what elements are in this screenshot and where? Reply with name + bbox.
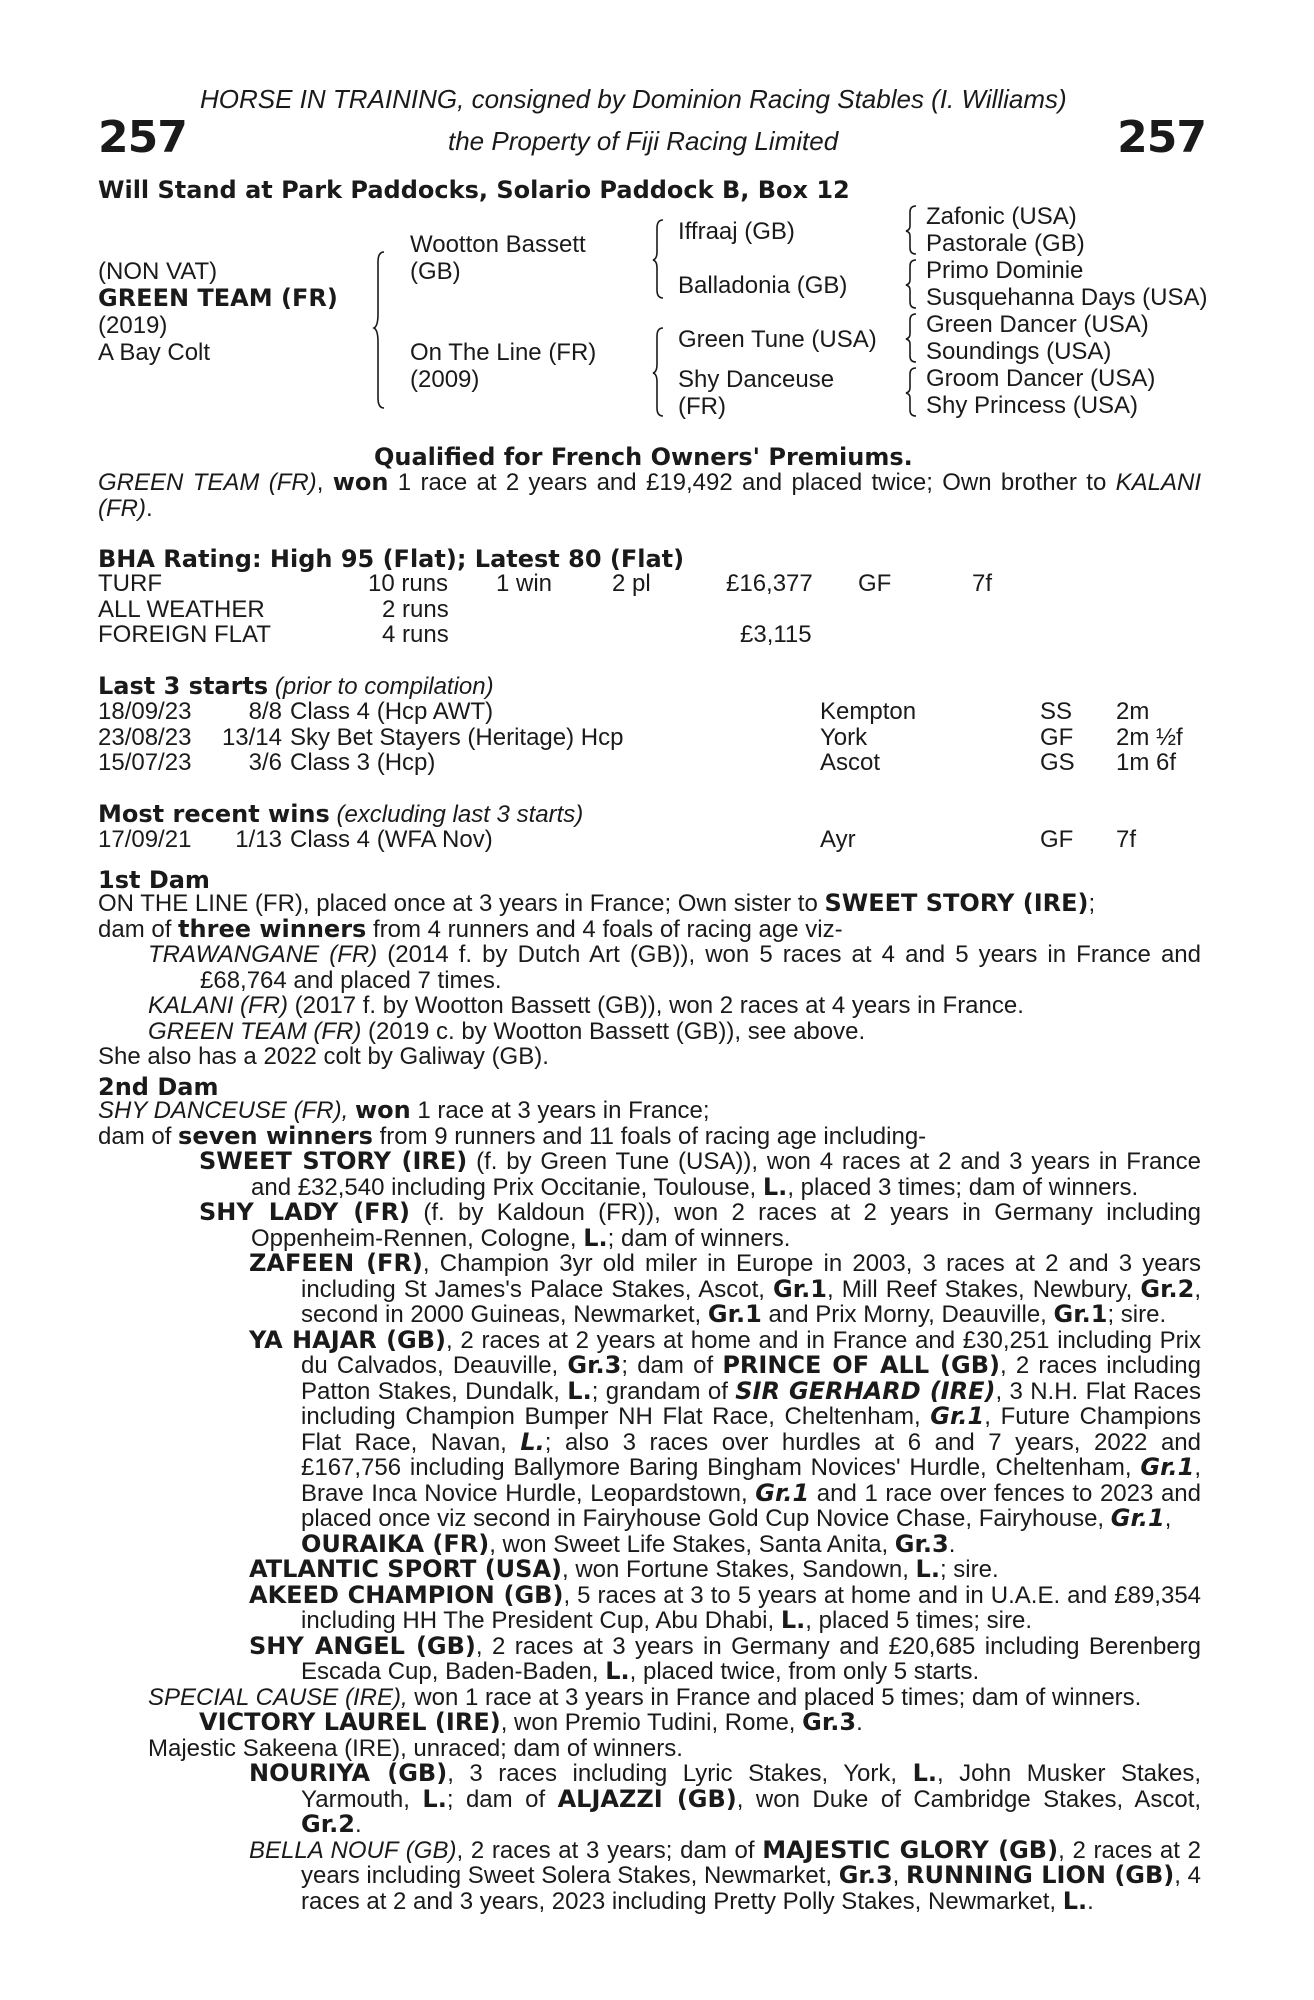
catalogue-page: 257 257 HORSE IN TRAINING, consigned by Dominion Racing Stables (I. Williams) the Property of Fiji Racing Limited Will Stand at Park Paddocks, Solario Paddock B, Box 12 (NON VAT) GREEN TEAM (FR) (2019) A Bay Colt Wootton Bassett (GB) On The Line (FR) (2009) Iffraaj (GB) Balladonia (GB) Green Tune (USA) Shy Danceuse (FR) Zafonic (USA) Pastorale (GB) Primo Dominie Susquehanna Days (USA) Green Dancer (USA) Soundings (USA) Groom Dancer (USA) Shy Princess (USA) Qualified for French Owners' Premiums. GREEN TEAM (FR), won 1 race at 2 years and £19,492 and placed twice; Own brother to KALANI (FR). BHA Rating: High 95 (Flat); Latest 80 (Flat) TURF 10 runs 1 win 2 pl £16,377 GF 7f ALL WEATHER 2 runs FOREIGN FLAT 4 runs £3,115 Last 3 starts (prior to compilation) 18/09/23 8/8 Class 4 (Hcp AWT) Kempton SS 2m 23/08/23 13/14 Sky Bet Stayers (Heritage) Hcp York GF 2m ½f 15/07/23 3/6 Class 3 (Hcp) Ascot GS 1m 6f Most recent wins (excluding last 3 starts) 17/09/21 1/13 Class 4 (WFA Nov) Ayr GF 7f 1st Dam ON THE LINE (FR), placed once at 3 years in France; Own sister to SWEET STORY (IRE); dam of three winners from 4 runners and 4 foals of racing age viz- TRAWANGANE (FR) (2014 f. by Dutch Art (GB)), won 5 races at 4 and 5 years in France and £68,764 and placed 7 times. KALANI (FR) (2017 f. by Wootton Bassett (GB)), won 2 races at 4 years in France. GREEN TEAM (FR) (2019 c. by Wootton Bassett (GB)), see above. She also has a 2022 colt by Galiway (GB). 2nd Dam SHY DANCEUSE (FR), won 1 race at 3 years in France; dam of seven winners from 9 runners and 11 foals of racing age including- SWEET STORY (IRE) (f. by Green Tune (USA)), won 4 races at 2 and 3 years in France and £32,540 including Prix Occitanie, Toulouse, L., placed 3 times; dam of winners. SHY LADY (FR) (f. by Kaldoun (FR)), won 2 races at 2 years in Germany including Oppenheim-Rennen, Cologne, L.; dam of winners. ZAFEEN (FR), Champion 3yr old miler in Europe in 2003, 3 races at 2 and 3 years including St James's Palace Stakes, Ascot, Gr.1, Mill Reef Stakes, Newbury, Gr.2, second in 2000 Guineas, Newmarket, Gr.1 and Prix Morny, Deauville, Gr.1; sire. YA HAJAR (GB), 2 races at 2 years at home and in France and £30,251 including Prix du Calvados, Deauville, Gr.3; dam of PRINCE OF ALL (GB), 2 races including Patton Stakes, Dundalk, L.; grandam of SIR GERHARD (IRE), 3 N.H. Flat Races including Champion Bumper NH Flat Race, Cheltenham, Gr.1, Future Champions Flat Race, Navan, L.; also 3 races over hurdles at 6 and 7 years, 2022 and £167,756 including Ballymore Baring Bingham Novices' Hurdle, Cheltenham, Gr.1, Brave Inca Novice Hurdle, Leopardstown, Gr.1 and 1 race over fences to 2023 and placed once viz second in Fairyhouse Gold Cup Novice Chase, Fairyhouse, Gr.1, OURAIKA (FR), won Sweet Life Stakes, Santa Anita, Gr.3. ATLANTIC SPORT (USA), won Fortune Stakes, Sandown, L.; sire. AKEED CHAMPION (GB), 5 races at 3 to 5 years at home and in U.A.E. and £89,354 including HH The President Cup, Abu Dhabi, L., placed 5 times; sire. SHY ANGEL (GB), 2 races at 3 years in Germany and £20,685 including Berenberg Escada Cup, Baden-Baden, L., placed twice, from only 5 starts. SPECIAL CAUSE (IRE), won 1 race at 3 years in France and placed 5 times; dam of winners. VICTORY LAUREL (IRE), won Premio Tudini, Rome, Gr.3. Majestic Sakeena (IRE), unraced; dam of winners. NOURIYA (GB), 3 races including Lyric Stakes, York, L., John Musker Stakes, Yarmouth, L.; dam of ALJAZZI (GB), won Duke of Cambridge Stakes, Ascot, Gr.2. BELLA NOUF (GB), 2 races at 3 years; dam of MAJESTIC GLORY (GB), 2 races at 2 years including Sweet Solera Stakes, Newmarket, Gr.3, RUNNING LION (GB), 4 races at 2 and 3 years, 2023 including Pretty Polly Stakes, Newmarket, L.. (98, 84, 1208, 1915)
pedigree-bracket-dam (653, 326, 665, 418)
bha-rating-heading: BHA Rating: High 95 (Flat); Latest 80 (Flat) (98, 545, 685, 573)
progeny-entry: SPECIAL CAUSE (IRE), won 1 race at 3 years in France and placed 5 times; dam of winners. (148, 1683, 1142, 1711)
foaling-year: (2019) (98, 312, 168, 339)
location-line: Will Stand at Park Paddocks, Solario Paddock B, Box 12 (98, 176, 850, 204)
pedigree-bracket-g2 (906, 258, 918, 310)
pedigree-dam-sire: Green Tune (USA) (678, 326, 877, 353)
progeny-entry: VICTORY LAUREL (IRE), won Premio Tudini, Rome, Gr.3. (199, 1708, 863, 1736)
second-dam-section: SHY DANCEUSE (FR), won 1 race at 3 years in France; dam of seven winners from 9 runners and 11 foals of racing age including- SWEET STORY (IRE) (f. by Green Tune (USA)), won 4 races at 2 and 3 years in France and £32,540 including Prix Occitanie, Toulouse, L., placed 3 times; dam of winners. SHY LADY (FR) (f. by Kaldoun (FR)), won 2 races at 2 years in Germany including Oppenheim-Rennen, Cologne, L.; dam of winners. ZAFEEN (FR), Champion 3yr old miler in Europe in 2003, 3 races at 2 and 3 years including St James's Palace Stakes, Ascot, Gr.1, Mill Reef Stakes, Newbury, Gr.2, second in 2000 Guineas, Newmarket, Gr.1 and Prix Morny, Deauville, Gr.1; sire. YA HAJAR (GB), 2 races at 2 years at home and in France and £30,251 including Prix du Calvados, Deauville, Gr.3; dam of PRINCE OF ALL (GB), 2 races including Patton Stakes, Dundalk, L.; grandam of SIR GERHARD (IRE), 3 N.H. Flat Races including Champion Bumper NH Flat Race, Cheltenham, Gr.1, Future Champions Flat Race, Navan, L.; also 3 races over hurdles at 6 and 7 years, 2022 and £167,756 including Ballymore Baring Bingham Novices' Hurdle, Cheltenham, Gr.1, Brave Inca Novice Hurdle, Leopardstown, Gr.1 and 1 race over fences to 2023 and placed once viz second in Fairyhouse Gold Cup Novice Chase, Fairyhouse, Gr.1, OURAIKA (FR), won Sweet Life Stakes, Santa Anita, Gr.3. ATLANTIC SPORT (USA), won Fortune Stakes, Sandown, L.; sire. AKEED CHAMPION (GB), 5 races at 3 to 5 years at home and in U.A.E. and £89,354 including HH The President Cup, Abu Dhabi, L., placed 5 times; sire. SHY ANGEL (GB), 2 races at 3 years in Germany and £20,685 including Berenberg Escada Cup, Baden-Baden, L., placed twice, from only 5 starts. SPECIAL CAUSE (IRE), won 1 race at 3 years in France and placed 5 times; dam of winners. VICTORY LAUREL (IRE), won Premio Tudini, Rome, Gr.3. Majestic Sakeena (IRE), unraced; dam of winners. NOURIYA (GB), 3 races including Lyric Stakes, York, L., John Musker Stakes, Yarmouth, L.; dam of ALJAZZI (GB), won Duke of Cambridge Stakes, Ascot, Gr.2. BELLA NOUF (GB), 2 races at 3 years; dam of MAJESTIC GLORY (GB), 2 races at 2 years including Sweet Solera Stakes, Newmarket, Gr.3, RUNNING LION (GB), 4 races at 2 and 3 years, 2023 including Pretty Polly Stakes, Newmarket, L.. (98, 1096, 1202, 1915)
pedigree-sire: Wootton Bassett (GB) (410, 231, 586, 285)
foal-entry: KALANI (FR) (2017 f. by Wootton Bassett (GB)), won 2 races at 4 years in France. (148, 992, 1024, 1019)
pedigree-bracket-g4 (906, 366, 918, 418)
race-summary: GREEN TEAM (FR), won 1 race at 2 years and £19,492 and placed twice; Own brother to KALANI (FR). (98, 468, 1202, 522)
consignor-line: HORSE IN TRAINING, consigned by Dominion Racing Stables (I. Williams) (200, 84, 1067, 114)
first-dam-section: ON THE LINE (FR), placed once at 3 years in France; Own sister to SWEET STORY (IRE); dam of three winners from 4 runners and 4 foals of racing age viz- TRAWANGANE (FR) (2014 f. by Dutch Art (GB)), won 5 races at 4 and 5 years in France and £68,764 and placed 7 times. KALANI (FR) (2017 f. by Wootton Bassett (GB)), won 2 races at 4 years in France. GREEN TEAM (FR) (2019 c. by Wootton Bassett (GB)), see above. She also has a 2022 colt by Galiway (GB). (98, 889, 1201, 1070)
progeny-entry: Majestic Sakeena (IRE), unraced; dam of winners. (148, 1734, 683, 1762)
pedigree-dam: On The Line (FR) (2009) (410, 339, 597, 393)
second-dam-heading: 2nd Dam (98, 1073, 219, 1101)
progeny-entry: ZAFEEN (FR), Champion 3yr old miler in Europe in 2003, 3 races at 2 and 3 years including St James's Palace Stakes, Ascot, Gr.1, Mill Reef Stakes, Newbury, Gr.2, second in 2000 Guineas, Newmarket, Gr.1 and Prix Morny, Deauville, Gr.1; sire. (249, 1249, 1201, 1328)
progeny-entry: SHY LADY (FR) (f. by Kaldoun (FR)), won 2 races at 2 years in Germany including Oppenheim-Rennen, Cologne, L.; dam of winners. (199, 1198, 1201, 1252)
vat-status: (NON VAT) (98, 258, 218, 285)
horse-description: A Bay Colt (98, 339, 211, 366)
pedigree-bracket-sire (653, 218, 665, 300)
horse-name: GREEN TEAM (FR) (98, 284, 338, 312)
progeny-entry: YA HAJAR (GB), 2 races at 2 years at home and in France and £30,251 including Prix du Calvados, Deauville, Gr.3; dam of PRINCE OF ALL (GB), 2 races including Patton Stakes, Dundalk, L.; grandam of SIR GERHARD (IRE), 3 N.H. Flat Races including Champion Bumper NH Flat Race, Cheltenham, Gr.1, Future Champions Flat Race, Navan, L.; also 3 races over hurdles at 6 and 7 years, 2022 and £167,756 including Ballymore Baring Bingham Novices' Hurdle, Cheltenham, Gr.1, Brave Inca Novice Hurdle, Leopardstown, Gr.1 and 1 race over fences to 2023 and placed once viz second in Fairyhouse Gold Cup Novice Chase, Fairyhouse, Gr.1, OURAIKA (FR), won Sweet Life Stakes, Santa Anita, Gr.3. (249, 1325, 1202, 1558)
pedigree-bracket-g1 (906, 204, 918, 256)
foal-entry: TRAWANGANE (FR) (2014 f. by Dutch Art (GB)), won 5 races at 4 and 5 years in France and £68,764 and placed 7 times. (148, 941, 1201, 994)
foal-entry: GREEN TEAM (FR) (2019 c. by Wootton Bassett (GB)), see above. (148, 1017, 866, 1045)
premiums-note: Qualified for French Owners' Premiums. (374, 443, 913, 471)
progeny-entry: AKEED CHAMPION (GB), 5 races at 3 to 5 years at home and in U.A.E. and £89,354 including HH The President Cup, Abu Dhabi, L., placed 5 times; sire. (249, 1580, 1202, 1634)
pedigree-sire-sire: Iffraaj (GB) (678, 218, 795, 245)
progeny-entry: SWEET STORY (IRE) (f. by Green Tune (USA)), won 4 races at 2 and 3 years in France and £32,540 including Prix Occitanie, Toulouse, L., placed 3 times; dam of winners. (199, 1147, 1201, 1201)
pedigree-sire-dam: Balladonia (GB) (678, 272, 848, 299)
pedigree-bracket-main (374, 250, 388, 410)
progeny-entry: ATLANTIC SPORT (USA), won Fortune Stakes, Sandown, L.; sire. (249, 1555, 999, 1583)
recent-wins-heading: Most recent wins (excluding last 3 starts) (98, 800, 584, 828)
lot-number-left: 257 (98, 112, 187, 163)
progeny-entry: BELLA NOUF (GB), 2 races at 3 years; dam of MAJESTIC GLORY (GB), 2 races at 2 years including Sweet Solera Stakes, Newmarket, Gr.3, RUNNING LION (GB), 4 races at 2 and 3 years, 2023 including Pretty Polly Stakes, Newmarket, L.. (249, 1835, 1201, 1915)
pedigree-bracket-g3 (906, 312, 918, 364)
pedigree-dam-dam: Shy Danceuse (FR) (678, 366, 835, 420)
progeny-entry: SHY ANGEL (GB), 2 races at 3 years in Germany and £20,685 including Berenberg Escada Cup, Baden-Baden, L., placed twice, from only 5 starts. (249, 1631, 1202, 1685)
lot-number-right: 257 (1117, 112, 1206, 163)
owner-line: the Property of Fiji Racing Limited (448, 126, 839, 156)
progeny-entry: NOURIYA (GB), 3 races including Lyric Stakes, York, L., John Musker Stakes, Yarmouth, L.; dam of ALJAZZI (GB), won Duke of Cambridge Stakes, Ascot, Gr.2. (249, 1759, 1202, 1838)
last-starts-heading: Last 3 starts (prior to compilation) (98, 672, 494, 700)
first-dam-heading: 1st Dam (98, 866, 210, 894)
pedigree-gen3-a: Zafonic (USA) Pastorale (GB) Primo Dominie Susquehanna Days (USA) Green Dancer (USA) Soundings (USA) Groom Dancer (USA) Shy Princess (USA) (926, 203, 1208, 419)
